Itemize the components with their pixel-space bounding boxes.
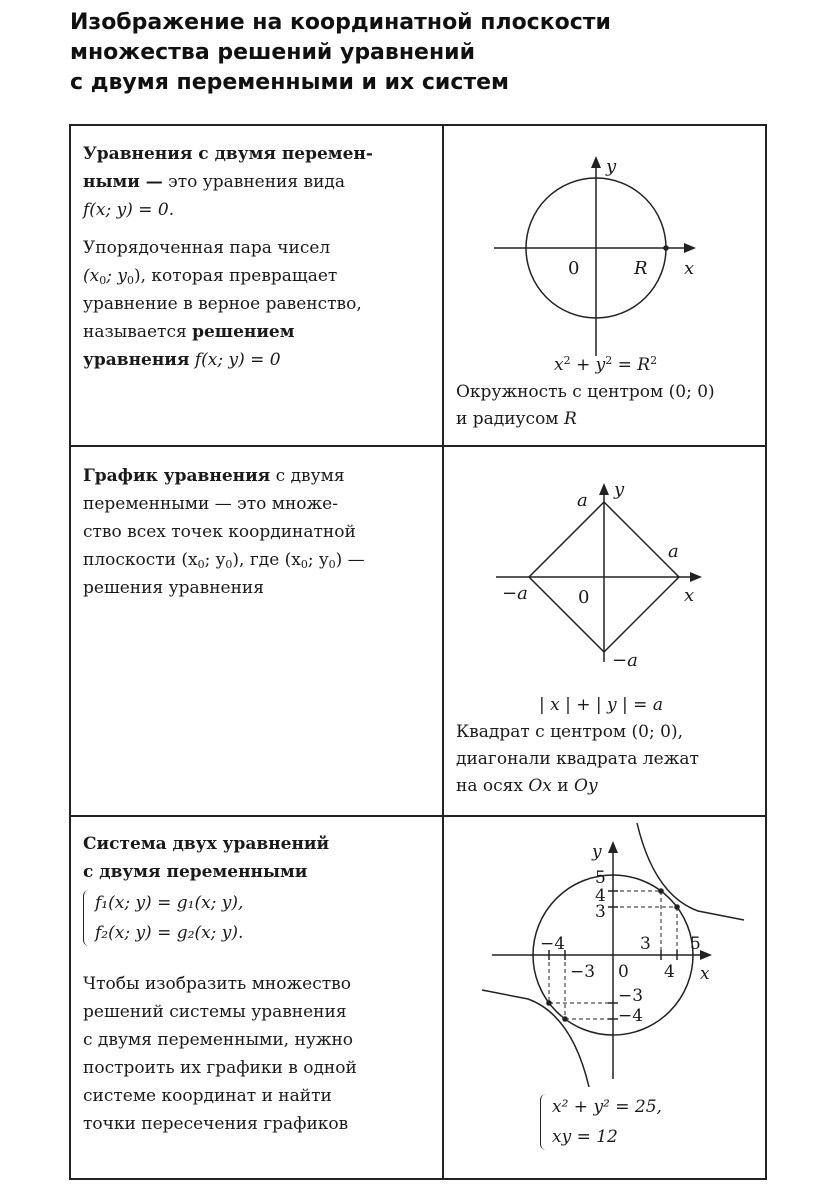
row1-p2-sub1: 0 — [126, 274, 134, 287]
row1-p2-line1: Упорядоченная пара чисел — [83, 238, 331, 258]
row1-equation — [456, 352, 761, 379]
row2-l4a: плоскости (x — [83, 550, 198, 570]
row3-point-3-4 — [658, 888, 664, 894]
row3-hyperbola-branch-2 — [482, 990, 589, 1087]
row2-y-label: y — [614, 479, 625, 500]
row1-y-label: y — [606, 156, 617, 177]
row1-r-point — [663, 245, 669, 251]
row2-a-bottom: −a — [612, 650, 638, 671]
row1-x-label: x — [684, 258, 695, 279]
row1-p2-l4a: называется — [83, 322, 193, 342]
row2-caption-and: и — [551, 776, 575, 796]
row2-l1-rest: с двумя — [270, 466, 345, 486]
row3-tick-y4: 4 — [595, 886, 606, 906]
row3-tick-ym4: −4 — [618, 1006, 644, 1026]
row3-p-line5: системе координат и найти — [83, 1086, 332, 1106]
row3-y-arrow-icon — [608, 841, 618, 853]
row1-r-label: R — [634, 258, 648, 279]
row2-a-right: a — [668, 541, 679, 562]
row1-origin-label: 0 — [568, 258, 580, 279]
row2-line3: ство всех точек координатной — [83, 522, 356, 542]
row3-tick-xm4: −4 — [540, 934, 566, 954]
row3-tick-y3: 3 — [595, 902, 606, 922]
row3-brace — [83, 890, 92, 946]
row3-caption-eq1: x² + y² = 25, — [552, 1097, 662, 1117]
row1-def-formula: f(x; y) = 0. — [83, 200, 175, 220]
row3-p-line6: точки пересечения графиков — [83, 1114, 349, 1134]
row1-caption-line1: Окружность с центром (0; 0) — [456, 382, 715, 402]
page-title — [70, 8, 770, 98]
row1-caption — [456, 352, 761, 433]
row2-l4-sub1: 0 — [225, 558, 233, 571]
row2-l4b: ; y — [204, 550, 226, 570]
row1-eq-a: x — [554, 355, 564, 375]
row2-l1-bold: График уравнения — [83, 466, 271, 486]
row1-p2-line3: уравнение в верное равенство, — [83, 294, 362, 314]
title-line-3: с двумя переменными и их систем — [70, 70, 510, 95]
row3-p-line4: построить их графики в одной — [83, 1058, 357, 1078]
row2-equation: | x | + | y | = a — [539, 695, 663, 715]
row2-l4e: ) — — [335, 550, 365, 570]
row3-tick-x4: 4 — [664, 962, 675, 982]
row2-diamond-graph — [444, 447, 766, 692]
row1-eq-c: = R — [612, 355, 651, 375]
row1-eq-b: + y — [570, 355, 606, 375]
row1-p2-l5-formula: f(x; y) = 0 — [189, 350, 281, 370]
row2-l4d: ; y — [307, 550, 329, 570]
row1-eq-exp2: 2 — [605, 354, 613, 367]
row1-p2-l5-bold: уравнения — [83, 350, 190, 370]
row3-sys-eq1: f₁(x; y) = g₁(x; y), — [95, 893, 244, 913]
row1-p2-sub0: 0 — [99, 274, 107, 287]
row1-x-arrow-icon — [684, 243, 696, 253]
row1-eq-exp1: 2 — [563, 354, 571, 367]
row3-caption-eq2: xy = 12 — [552, 1127, 618, 1147]
row3-p-line1: Чтобы изобразить множество — [83, 974, 351, 994]
row3-point-m4-m3 — [546, 1000, 552, 1006]
row3-l2-bold: с двумя переменными — [83, 862, 308, 882]
row2-x-label: x — [684, 585, 695, 606]
row3-tick-x5: 5 — [690, 934, 701, 954]
row3-x-label: x — [700, 964, 710, 984]
row1-p2-l4-bold: решением — [192, 322, 295, 342]
row2-caption-line3a: на осях — [456, 776, 529, 796]
row3-tick-ym3: −3 — [618, 986, 644, 1006]
row3-y-label: y — [592, 842, 602, 862]
row1-p2-l2c: ), которая превращает — [133, 266, 338, 286]
row1-def-bold-1: Уравнения с двумя перемен- — [83, 144, 373, 164]
row3-caption — [540, 1092, 760, 1152]
row3-tick-y5: 5 — [595, 868, 606, 888]
row3-tick-x3: 3 — [640, 934, 651, 954]
row2-l4-sub2: 0 — [300, 558, 308, 571]
row3-system-graph — [444, 817, 766, 1087]
row3-caption-brace — [540, 1094, 549, 1150]
row2-x-arrow-icon — [690, 572, 702, 582]
row3-system — [83, 888, 243, 948]
row2-l4c: ), где (x — [232, 550, 301, 570]
row2-origin-label: 0 — [578, 587, 590, 608]
row1-eq-exp3: 2 — [650, 354, 658, 367]
row2-a-top: a — [577, 490, 588, 511]
row3-point-4-3 — [674, 904, 680, 910]
row3-point-m3-m4 — [562, 1016, 568, 1022]
row2-caption-line2: диагонали квадрата лежат — [456, 749, 699, 769]
row3-p-line3: с двумя переменными, нужно — [83, 1030, 354, 1050]
row2-caption-line1: Квадрат с центром (0; 0), — [456, 722, 683, 742]
row3-hyperbola-branch-1 — [637, 823, 744, 920]
row3-sys-eq2: f₂(x; y) = g₂(x; y). — [95, 923, 244, 943]
row2-l4-sub3: 0 — [328, 558, 336, 571]
row1-p2-l2b: ; y — [106, 266, 127, 286]
row2-caption — [456, 692, 761, 800]
row2-l4-sub0: 0 — [197, 558, 205, 571]
row3-origin-label: 0 — [618, 962, 629, 982]
row1-caption-r: R — [563, 409, 577, 429]
row2-line5: решения уравнения — [83, 578, 264, 598]
row2-y-arrow-icon — [599, 483, 609, 495]
title-line-2: множества решений уравнений — [70, 40, 475, 65]
row1-y-arrow-icon — [591, 156, 601, 168]
row2-caption-ox: Ox — [528, 776, 552, 796]
row3-p-line2: решений системы уравнения — [83, 1002, 347, 1022]
row1-p2-l2a: (x — [83, 266, 100, 286]
row3-tick-xm3: −3 — [570, 962, 596, 982]
row1-def-bold-2: ными — — [83, 172, 163, 192]
row2-caption-oy: Oy — [574, 776, 598, 796]
row3-text — [83, 830, 435, 1138]
row1-def-rest: это уравнения вида — [162, 172, 346, 192]
row2-text — [83, 462, 435, 602]
row1-circle-graph — [444, 126, 766, 356]
row3-x-arrow-icon — [700, 950, 712, 960]
row1-text — [83, 140, 435, 374]
row2-line2: переменными — это множе- — [83, 494, 338, 514]
row3-caption-system — [540, 1092, 662, 1152]
row2-a-left: −a — [502, 583, 528, 604]
row3-l1-bold: Система двух уравнений — [83, 834, 330, 854]
row1-caption-line2a: и радиусом — [456, 409, 564, 429]
title-line-1: Изображение на координатной плоскости — [70, 10, 611, 35]
